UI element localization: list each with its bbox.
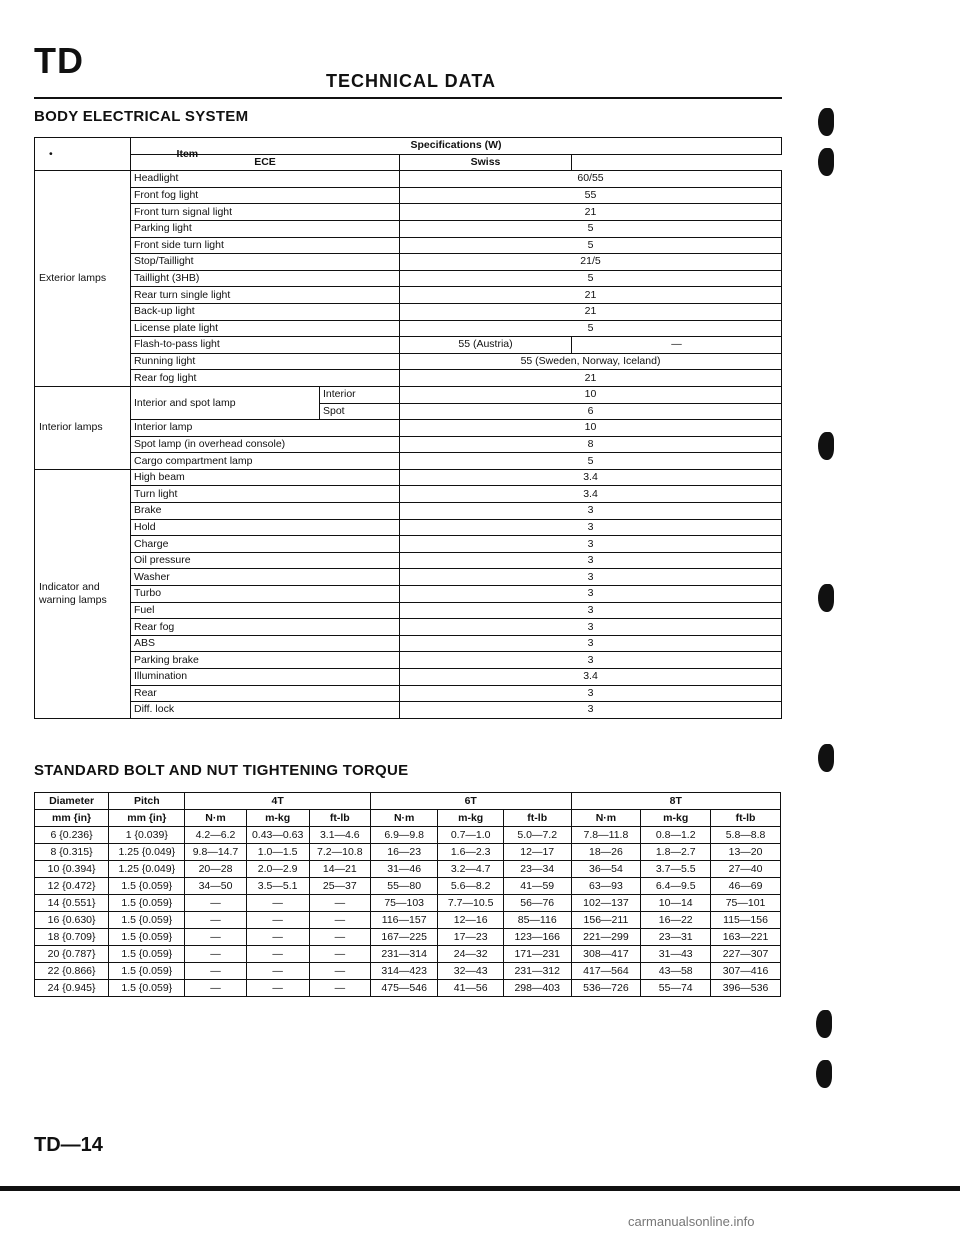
torque-cell: 163—221 bbox=[711, 929, 781, 946]
torque-cell: — bbox=[185, 963, 246, 980]
torque-cell: 231—314 bbox=[370, 946, 438, 963]
torque-cell: 2.0—2.9 bbox=[246, 861, 309, 878]
watermark: carmanualsonline.info bbox=[628, 1214, 755, 1229]
torque-cell: — bbox=[309, 912, 370, 929]
torque-cell: — bbox=[246, 929, 309, 946]
table-row bbox=[35, 287, 782, 304]
torque-cell: 13—20 bbox=[711, 844, 781, 861]
bullet-mark: • bbox=[49, 147, 53, 160]
table-row bbox=[35, 685, 782, 702]
page-number: TD—14 bbox=[34, 1134, 103, 1156]
spec-cell: 60/55 bbox=[400, 171, 782, 188]
table-row bbox=[35, 669, 782, 686]
body-electrical-heading: BODY ELECTRICAL SYSTEM bbox=[34, 108, 249, 125]
6t-ftlb-header: ft-lb bbox=[503, 810, 571, 827]
torque-cell: 16—23 bbox=[370, 844, 438, 861]
4t-ftlb-header: ft-lb bbox=[309, 810, 370, 827]
pitch-unit: mm {in} bbox=[109, 810, 185, 827]
item-cell: Parking light bbox=[131, 220, 400, 237]
binding-mark bbox=[818, 108, 834, 136]
item-cell: License plate light bbox=[131, 320, 400, 337]
spec-cell: 3 bbox=[400, 519, 782, 536]
torque-cell: 14 {0.551} bbox=[35, 895, 109, 912]
item-cell: Headlight bbox=[131, 171, 400, 188]
torque-cell: 1 {0.039} bbox=[109, 827, 185, 844]
table-row bbox=[35, 254, 782, 271]
item-cell: Fuel bbox=[131, 602, 400, 619]
spec-cell: 55 bbox=[400, 187, 782, 204]
torque-cell: 1.5 {0.059} bbox=[109, 895, 185, 912]
torque-cell: 43—58 bbox=[641, 963, 711, 980]
page-title: TECHNICAL DATA bbox=[326, 71, 496, 91]
torque-cell: 12 {0.472} bbox=[35, 878, 109, 895]
item-cell: Illumination bbox=[131, 669, 400, 686]
torque-cell: 55—74 bbox=[641, 980, 711, 997]
torque-cell: 25—37 bbox=[309, 878, 370, 895]
item-header-label: Item bbox=[176, 147, 199, 160]
torque-cell: 227—307 bbox=[711, 946, 781, 963]
torque-cell: 8 {0.315} bbox=[35, 844, 109, 861]
table-row bbox=[35, 503, 782, 520]
spec-cell: 3 bbox=[400, 619, 782, 636]
torque-cell: 298—403 bbox=[503, 980, 571, 997]
torque-cell: 7.8—11.8 bbox=[571, 827, 641, 844]
spec-cell: 55 (Sweden, Norway, Iceland) bbox=[400, 353, 782, 370]
4t-mkg-header: m-kg bbox=[246, 810, 309, 827]
torque-heading: STANDARD BOLT AND NUT TIGHTENING TORQUE bbox=[34, 762, 409, 779]
torque-cell: 5.0—7.2 bbox=[503, 827, 571, 844]
item-cell: Back-up light bbox=[131, 303, 400, 320]
spec-cell: 3 bbox=[400, 652, 782, 669]
torque-cell: 3.7—5.5 bbox=[641, 861, 711, 878]
torque-cell: 24—32 bbox=[438, 946, 503, 963]
torque-cell: 31—43 bbox=[641, 946, 711, 963]
table-row bbox=[35, 844, 781, 861]
sub-item-cell: Interior bbox=[320, 386, 400, 403]
torque-cell: 171—231 bbox=[503, 946, 571, 963]
torque-cell: 167—225 bbox=[370, 929, 438, 946]
binding-mark bbox=[818, 744, 834, 772]
torque-cell: 24 {0.945} bbox=[35, 980, 109, 997]
4t-nm-header: N·m bbox=[185, 810, 246, 827]
8t-mkg-header: m-kg bbox=[641, 810, 711, 827]
item-cell: Front turn signal light bbox=[131, 204, 400, 221]
spec-cell: 3.4 bbox=[400, 486, 782, 503]
torque-cell: 314—423 bbox=[370, 963, 438, 980]
torque-cell: 63—93 bbox=[571, 878, 641, 895]
torque-cell: 1.5 {0.059} bbox=[109, 912, 185, 929]
torque-cell: 396—536 bbox=[711, 980, 781, 997]
torque-cell: 1.5 {0.059} bbox=[109, 963, 185, 980]
section-code: TD bbox=[34, 40, 84, 81]
spec-cell: 21 bbox=[400, 204, 782, 221]
table-row bbox=[35, 320, 782, 337]
torque-cell: 116—157 bbox=[370, 912, 438, 929]
spec-cell: 3 bbox=[400, 503, 782, 520]
spec-cell: 3 bbox=[400, 586, 782, 603]
sub-item-cell: Spot bbox=[320, 403, 400, 420]
indicator-lamps-label: Indicator and warning lamps bbox=[35, 469, 131, 718]
torque-cell: 3.2—4.7 bbox=[438, 861, 503, 878]
torque-cell: 123—166 bbox=[503, 929, 571, 946]
torque-cell: 41—59 bbox=[503, 878, 571, 895]
swiss-header: Swiss bbox=[400, 154, 572, 171]
spec-cell: 10 bbox=[400, 420, 782, 437]
item-cell: Cargo compartment lamp bbox=[131, 453, 400, 470]
ece-spec-cell: 55 (Austria) bbox=[400, 337, 572, 354]
torque-cell: 75—103 bbox=[370, 895, 438, 912]
spec-cell: 10 bbox=[400, 386, 782, 403]
diameter-unit: mm {in} bbox=[35, 810, 109, 827]
table-row bbox=[35, 702, 782, 719]
torque-cell: 5.6—8.2 bbox=[438, 878, 503, 895]
table-row bbox=[35, 536, 782, 553]
table-row bbox=[35, 963, 781, 980]
table-row bbox=[35, 586, 782, 603]
torque-cell: 307—416 bbox=[711, 963, 781, 980]
spec-cell: 21 bbox=[400, 287, 782, 304]
table-row bbox=[35, 436, 782, 453]
torque-cell: 536—726 bbox=[571, 980, 641, 997]
binding-mark bbox=[816, 1010, 832, 1038]
torque-cell: 231—312 bbox=[503, 963, 571, 980]
torque-cell: 85—116 bbox=[503, 912, 571, 929]
spec-cell: 8 bbox=[400, 436, 782, 453]
table-row bbox=[35, 980, 781, 997]
interior-lamps-label: Interior lamps bbox=[35, 386, 131, 469]
spec-cell: 21/5 bbox=[400, 254, 782, 271]
item-cell: Turbo bbox=[131, 586, 400, 603]
item-cell: Rear bbox=[131, 685, 400, 702]
table-row bbox=[35, 453, 782, 470]
table-row bbox=[35, 469, 782, 486]
torque-cell: — bbox=[185, 895, 246, 912]
torque-cell: 7.7—10.5 bbox=[438, 895, 503, 912]
torque-cell: 18 {0.709} bbox=[35, 929, 109, 946]
torque-cell: 12—16 bbox=[438, 912, 503, 929]
torque-cell: — bbox=[246, 946, 309, 963]
item-cell: Interior and spot lamp bbox=[131, 386, 320, 419]
header-divider bbox=[34, 97, 782, 99]
table-row bbox=[35, 929, 781, 946]
item-cell: Parking brake bbox=[131, 652, 400, 669]
binding-mark bbox=[818, 148, 834, 176]
torque-cell: 102—137 bbox=[571, 895, 641, 912]
spec-cell: 5 bbox=[400, 453, 782, 470]
torque-cell: 16—22 bbox=[641, 912, 711, 929]
table-row bbox=[35, 370, 782, 387]
table-row bbox=[35, 552, 782, 569]
body-electrical-table bbox=[34, 137, 782, 718]
torque-cell: 12—17 bbox=[503, 844, 571, 861]
torque-cell: 3.5—5.1 bbox=[246, 878, 309, 895]
torque-cell: 17—23 bbox=[438, 929, 503, 946]
binding-mark bbox=[816, 1060, 832, 1088]
torque-cell: 41—56 bbox=[438, 980, 503, 997]
item-cell: Washer bbox=[131, 569, 400, 586]
torque-cell: 9.8—14.7 bbox=[185, 844, 246, 861]
table-row bbox=[35, 602, 782, 619]
torque-cell: — bbox=[309, 963, 370, 980]
exterior-lamps-label: Exterior lamps bbox=[35, 171, 131, 387]
torque-cell: 1.6—2.3 bbox=[438, 844, 503, 861]
table-row bbox=[35, 420, 782, 437]
item-cell: ABS bbox=[131, 635, 400, 652]
torque-cell: 1.5 {0.059} bbox=[109, 980, 185, 997]
spec-cell: 21 bbox=[400, 370, 782, 387]
spec-cell: 5 bbox=[400, 320, 782, 337]
table-row bbox=[35, 220, 782, 237]
spec-cell: 3 bbox=[400, 635, 782, 652]
item-cell: Oil pressure bbox=[131, 552, 400, 569]
torque-cell: 308—417 bbox=[571, 946, 641, 963]
torque-cell: — bbox=[246, 980, 309, 997]
torque-cell: 6 {0.236} bbox=[35, 827, 109, 844]
table-row bbox=[35, 895, 781, 912]
torque-cell: 1.25 {0.049} bbox=[109, 844, 185, 861]
spec-cell: 5 bbox=[400, 220, 782, 237]
table-row bbox=[35, 337, 782, 354]
torque-cell: 14—21 bbox=[309, 861, 370, 878]
torque-cell: 23—34 bbox=[503, 861, 571, 878]
torque-cell: 1.5 {0.059} bbox=[109, 878, 185, 895]
item-cell: Stop/Taillight bbox=[131, 254, 400, 271]
torque-cell: 56—76 bbox=[503, 895, 571, 912]
torque-cell: 115—156 bbox=[711, 912, 781, 929]
item-cell: Charge bbox=[131, 536, 400, 553]
table-row bbox=[35, 270, 782, 287]
torque-cell: 6.9—9.8 bbox=[370, 827, 438, 844]
torque-cell: — bbox=[246, 895, 309, 912]
table-row bbox=[35, 353, 782, 370]
item-cell: Brake bbox=[131, 503, 400, 520]
torque-cell: 46—69 bbox=[711, 878, 781, 895]
torque-cell: 55—80 bbox=[370, 878, 438, 895]
item-column-header bbox=[35, 138, 199, 171]
torque-cell: 1.25 {0.049} bbox=[109, 861, 185, 878]
spec-header: Specifications (W) bbox=[131, 138, 782, 155]
spec-cell: 3 bbox=[400, 702, 782, 719]
pitch-header: Pitch bbox=[109, 793, 185, 810]
table-row bbox=[35, 486, 782, 503]
torque-cell: 221—299 bbox=[571, 929, 641, 946]
binding-mark bbox=[818, 432, 834, 460]
torque-cell: — bbox=[309, 929, 370, 946]
table-row bbox=[35, 946, 781, 963]
8t-nm-header: N·m bbox=[571, 810, 641, 827]
torque-cell: 1.5 {0.059} bbox=[109, 946, 185, 963]
torque-cell: 31—46 bbox=[370, 861, 438, 878]
torque-cell: — bbox=[185, 980, 246, 997]
torque-cell: 10 {0.394} bbox=[35, 861, 109, 878]
table-row bbox=[35, 204, 782, 221]
torque-cell: — bbox=[309, 895, 370, 912]
diameter-header: Diameter bbox=[35, 793, 109, 810]
torque-cell: 1.0—1.5 bbox=[246, 844, 309, 861]
torque-cell: 22 {0.866} bbox=[35, 963, 109, 980]
torque-table bbox=[34, 792, 781, 997]
torque-cell: 20—28 bbox=[185, 861, 246, 878]
table-row bbox=[35, 912, 781, 929]
table-row bbox=[35, 861, 781, 878]
table-row bbox=[35, 386, 782, 403]
torque-cell: — bbox=[309, 980, 370, 997]
torque-cell: 156—211 bbox=[571, 912, 641, 929]
item-cell: Rear fog bbox=[131, 619, 400, 636]
table-row bbox=[35, 171, 782, 188]
torque-cell: 6.4—9.5 bbox=[641, 878, 711, 895]
6t-nm-header: N·m bbox=[370, 810, 438, 827]
spec-cell: 21 bbox=[400, 303, 782, 320]
table-row bbox=[35, 827, 781, 844]
spec-cell: 3 bbox=[400, 569, 782, 586]
torque-cell: 5.8—8.8 bbox=[711, 827, 781, 844]
torque-cell: 20 {0.787} bbox=[35, 946, 109, 963]
item-cell: Front fog light bbox=[131, 187, 400, 204]
spec-cell: 3.4 bbox=[400, 469, 782, 486]
item-cell: Taillight (3HB) bbox=[131, 270, 400, 287]
item-cell: Rear fog light bbox=[131, 370, 400, 387]
spec-cell: 3 bbox=[400, 552, 782, 569]
table-row bbox=[35, 187, 782, 204]
grade-8t-header: 8T bbox=[571, 793, 780, 810]
torque-cell: — bbox=[185, 929, 246, 946]
table-row bbox=[35, 519, 782, 536]
torque-cell: 0.7—1.0 bbox=[438, 827, 503, 844]
torque-cell: 18—26 bbox=[571, 844, 641, 861]
torque-cell: 34—50 bbox=[185, 878, 246, 895]
spec-cell: 6 bbox=[400, 403, 782, 420]
spec-cell: 3.4 bbox=[400, 669, 782, 686]
item-cell: Spot lamp (in overhead console) bbox=[131, 436, 400, 453]
table-row bbox=[35, 569, 782, 586]
torque-cell: 32—43 bbox=[438, 963, 503, 980]
torque-cell: 1.8—2.7 bbox=[641, 844, 711, 861]
table-row bbox=[35, 237, 782, 254]
torque-cell: 10—14 bbox=[641, 895, 711, 912]
spec-cell: 3 bbox=[400, 685, 782, 702]
item-cell: Interior lamp bbox=[131, 420, 400, 437]
table-row bbox=[35, 652, 782, 669]
item-cell: Turn light bbox=[131, 486, 400, 503]
torque-cell: 7.2—10.8 bbox=[309, 844, 370, 861]
torque-cell: 3.1—4.6 bbox=[309, 827, 370, 844]
grade-6t-header: 6T bbox=[370, 793, 571, 810]
footer-bar bbox=[0, 1186, 960, 1191]
torque-cell: — bbox=[246, 912, 309, 929]
8t-ftlb-header: ft-lb bbox=[711, 810, 781, 827]
binding-mark bbox=[818, 584, 834, 612]
grade-4t-header: 4T bbox=[185, 793, 370, 810]
6t-mkg-header: m-kg bbox=[438, 810, 503, 827]
torque-cell: 16 {0.630} bbox=[35, 912, 109, 929]
item-cell: Diff. lock bbox=[131, 702, 400, 719]
spec-cell: 3 bbox=[400, 602, 782, 619]
swiss-spec-cell: — bbox=[572, 337, 782, 354]
item-cell: Flash-to-pass light bbox=[131, 337, 400, 354]
ece-header-cell: ECE bbox=[131, 154, 400, 171]
torque-cell: 27—40 bbox=[711, 861, 781, 878]
torque-cell: 1.5 {0.059} bbox=[109, 929, 185, 946]
table-row bbox=[35, 635, 782, 652]
torque-cell: — bbox=[246, 963, 309, 980]
torque-cell: 75—101 bbox=[711, 895, 781, 912]
item-cell: Hold bbox=[131, 519, 400, 536]
spec-cell: 5 bbox=[400, 270, 782, 287]
torque-cell: 475—546 bbox=[370, 980, 438, 997]
item-cell: Front side turn light bbox=[131, 237, 400, 254]
torque-cell: 4.2—6.2 bbox=[185, 827, 246, 844]
torque-cell: 23—31 bbox=[641, 929, 711, 946]
item-cell: High beam bbox=[131, 469, 400, 486]
torque-cell: — bbox=[309, 946, 370, 963]
spec-cell: 5 bbox=[400, 237, 782, 254]
item-cell: Rear turn single light bbox=[131, 287, 400, 304]
torque-cell: 0.43—0.63 bbox=[246, 827, 309, 844]
torque-cell: 36—54 bbox=[571, 861, 641, 878]
torque-cell: — bbox=[185, 912, 246, 929]
item-cell: Running light bbox=[131, 353, 400, 370]
torque-cell: 0.8—1.2 bbox=[641, 827, 711, 844]
torque-cell: — bbox=[185, 946, 246, 963]
torque-cell: 417—564 bbox=[571, 963, 641, 980]
table-row bbox=[35, 878, 781, 895]
table-row bbox=[35, 619, 782, 636]
table-row bbox=[35, 303, 782, 320]
spec-cell: 3 bbox=[400, 536, 782, 553]
